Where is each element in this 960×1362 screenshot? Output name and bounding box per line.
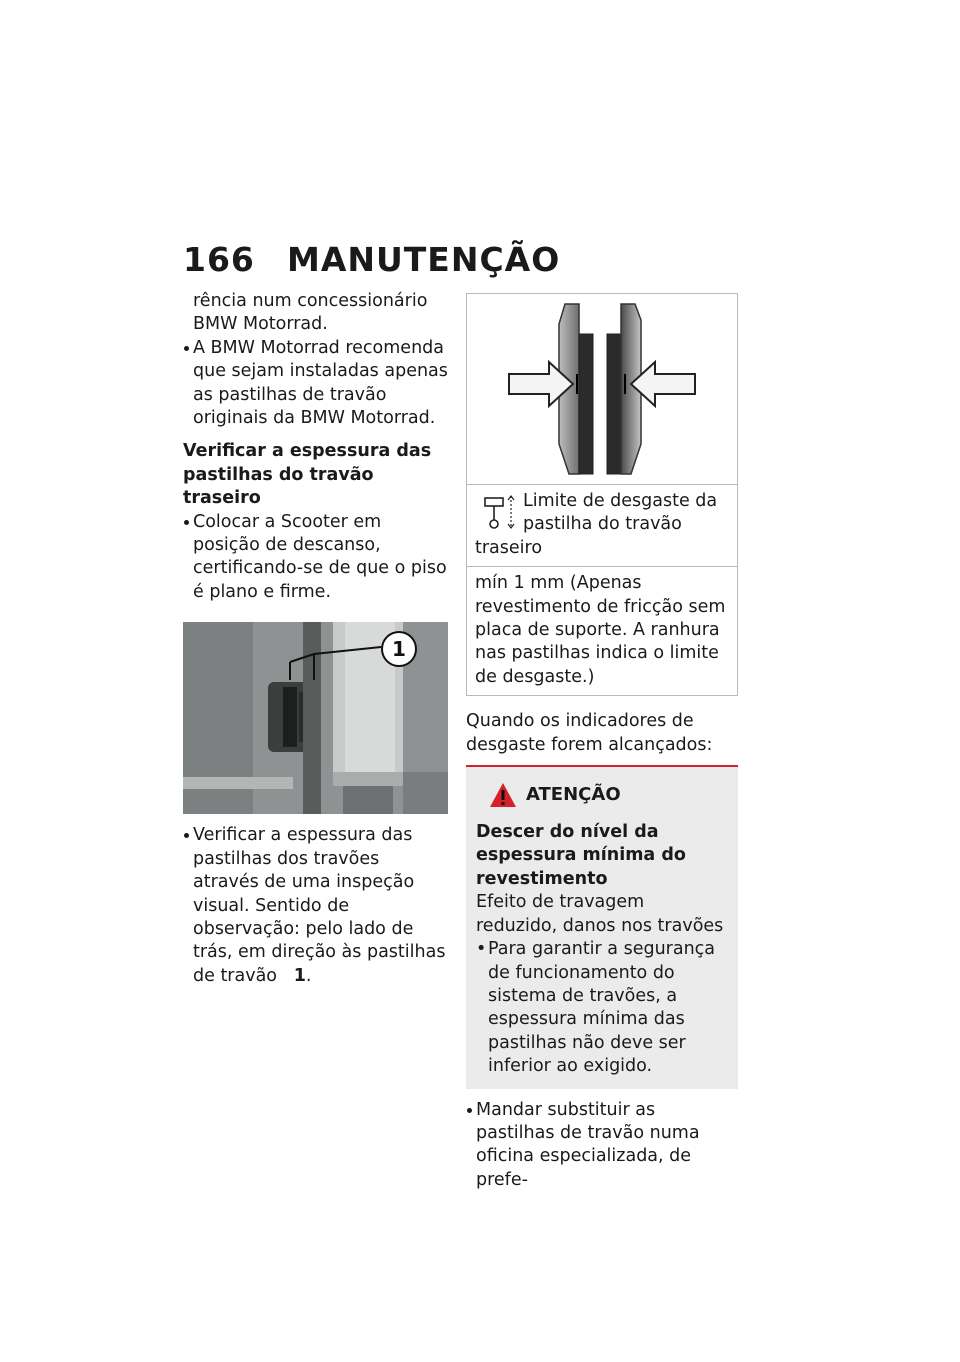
brake-caliper-illustration	[183, 622, 448, 814]
right-column	[466, 293, 738, 1192]
photo-callout-1: 1	[392, 637, 406, 662]
bullet-inspect	[183, 824, 448, 988]
inspect-reference: 1	[293, 965, 306, 986]
spec-value: mín 1 mm (Apenas revestimento de fricção sem placa de suporte. A ranhura nas pastilhas indica o limite de desgaste.)	[475, 573, 726, 687]
warning-heading: Descer do nível da espessura mínima do revestimento	[476, 822, 686, 889]
warning-triangle-icon	[488, 781, 518, 809]
brake-photo	[183, 622, 448, 814]
chapter-title: MANUTENÇÃO	[287, 240, 561, 279]
warning-bullet: • Para garantir a segurança de funcionamento do sistema de travões, a espessura mínima das pastilhas não deve ser inferior ao exigido.	[476, 938, 728, 1078]
bullet-replace: Mandar substituir as pastilhas de travão numa oficina especializada, de prefe-	[466, 1099, 738, 1193]
brake-pad-wear-icon	[481, 492, 517, 532]
page-header	[183, 240, 560, 279]
spec-value-row	[467, 566, 737, 695]
warning-title: ATENÇÃO	[526, 784, 621, 806]
page-number: 166	[183, 240, 255, 279]
bullet-recommend: A BMW Motorrad recomenda que sejam instaladas apenas as pastilhas de travão originais da BMW Motorrad.	[183, 337, 448, 431]
when-text: Quando os indicadores de desgaste forem alcançados:	[466, 711, 713, 755]
spec-title: Limite de desgaste da pastilha do travão traseiro	[475, 491, 718, 558]
brake-pads-figure	[466, 293, 738, 485]
continued-text: rência num concessionário BMW Motorrad.	[193, 291, 428, 335]
section-title: Verificar a espessura das pastilhas do travão traseiro	[183, 441, 432, 509]
left-column	[183, 290, 448, 988]
inspect-end: .	[305, 965, 312, 986]
brake-pads-illustration	[467, 294, 737, 484]
warning-box	[466, 765, 738, 1088]
bullet-stand: Colocar a Scooter em posição de descanso, certificando-se de que o piso é plano e firme.	[183, 511, 448, 605]
spec-title-row	[467, 485, 737, 566]
bullet-inspect-text: Verificar a espessura das pastilhas dos travões através de uma inspeção visual. Sentido de observação: pelo lado de trás, em direção às pastilhas de travão	[193, 825, 446, 986]
warning-consequence: Efeito de travagem reduzido, danos nos travões	[476, 892, 724, 936]
spec-table	[466, 485, 738, 696]
warning-header	[476, 781, 728, 809]
